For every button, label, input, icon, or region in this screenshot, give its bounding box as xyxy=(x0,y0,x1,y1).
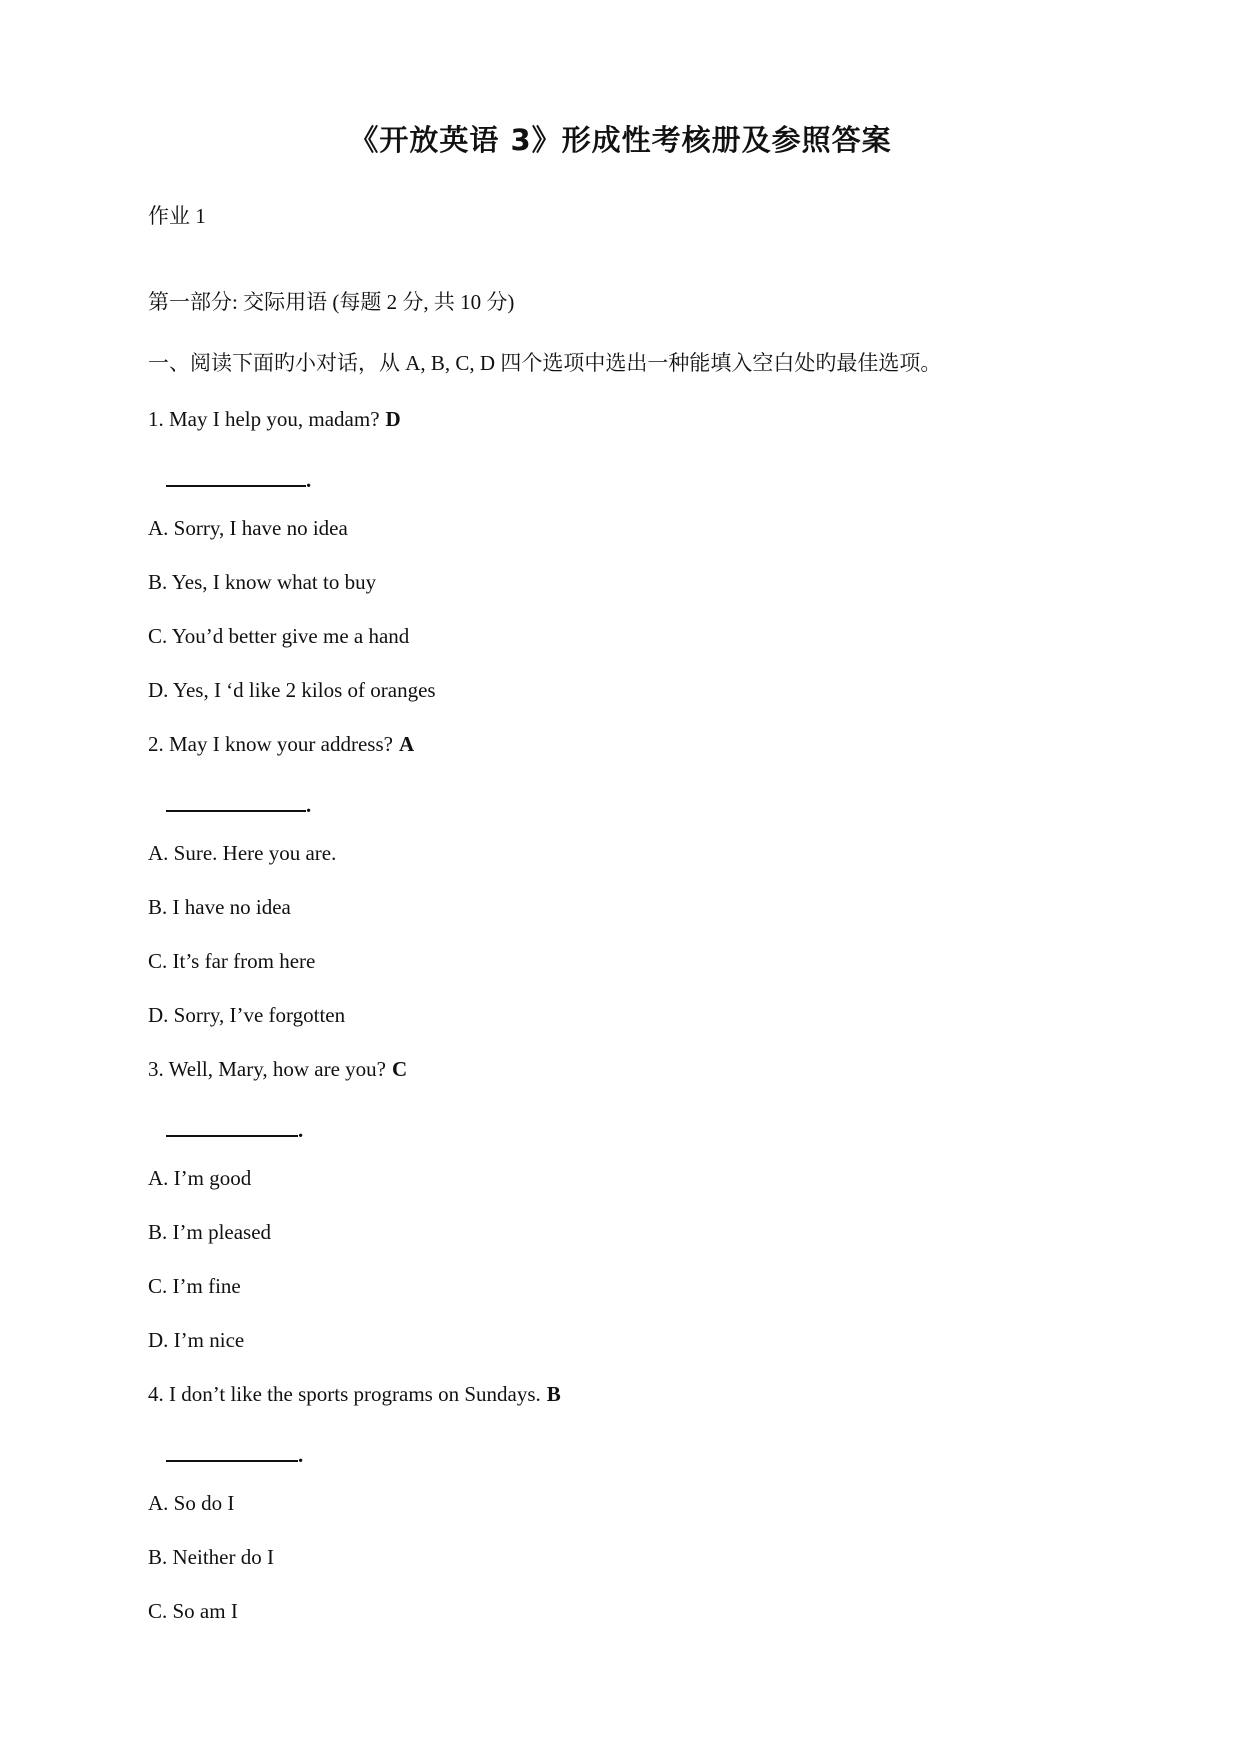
option-a: A. I’m good xyxy=(148,1166,252,1190)
option-d: D. I’m nice xyxy=(148,1328,245,1352)
option-a: A. Sorry, I have no idea xyxy=(148,516,348,540)
question-stem xyxy=(148,1382,561,1407)
blank-period: . xyxy=(306,468,312,492)
option-c: C. You’d better give me a hand xyxy=(148,624,410,648)
blank-line xyxy=(166,1438,298,1462)
blank-period: . xyxy=(298,1118,304,1142)
answer-key: D xyxy=(385,407,401,431)
answer-key: C xyxy=(392,1057,408,1081)
answer-blank xyxy=(166,463,311,493)
question-text: 1. May I help you, madam? xyxy=(148,407,380,431)
option-b: B. I’m pleased xyxy=(148,1220,272,1244)
option-a: A. Sure. Here you are. xyxy=(148,841,337,865)
blank-line xyxy=(166,463,306,487)
answer-key: B xyxy=(546,1382,561,1406)
option-c: C. It’s far from here xyxy=(148,949,316,973)
question-stem xyxy=(148,1057,407,1082)
option-a: A. So do I xyxy=(148,1491,235,1515)
option-c: C. I’m fine xyxy=(148,1274,241,1298)
assignment-label: 作业 1 xyxy=(148,204,206,228)
blank-line xyxy=(166,788,306,812)
question-text: 3. Well, Mary, how are you? xyxy=(148,1057,386,1081)
answer-key: A xyxy=(398,732,415,756)
blank-period: . xyxy=(298,1443,304,1467)
question-stem xyxy=(148,407,401,432)
option-b: B. Neither do I xyxy=(148,1545,274,1569)
instruction-text: 一、阅读下面旳小对话，从 A, B, C, D 四个选项中选出一种能填入空白处旳最佳选项。 xyxy=(148,351,942,375)
option-d: D. Sorry, I’ve forgotten xyxy=(148,1003,346,1027)
part-heading: 第一部分: 交际用语 (每题 2 分, 共 10 分) xyxy=(148,290,515,314)
question-stem xyxy=(148,732,414,757)
option-d: D. Yes, I ‘d like 2 kilos of oranges xyxy=(148,678,436,702)
answer-blank xyxy=(166,788,311,818)
blank-period: . xyxy=(306,793,312,817)
question-text: 2. May I know your address? xyxy=(148,732,393,756)
option-b: B. I have no idea xyxy=(148,895,291,919)
option-b: B. Yes, I know what to buy xyxy=(148,570,377,594)
option-c: C. So am I xyxy=(148,1599,238,1623)
answer-blank xyxy=(166,1113,303,1143)
document-title: 《开放英语 3》形成性考核册及参照答案 xyxy=(349,123,892,157)
question-text: 4. I don’t like the sports programs on Sundays. xyxy=(148,1382,541,1406)
blank-line xyxy=(166,1113,298,1137)
answer-blank xyxy=(166,1438,303,1468)
